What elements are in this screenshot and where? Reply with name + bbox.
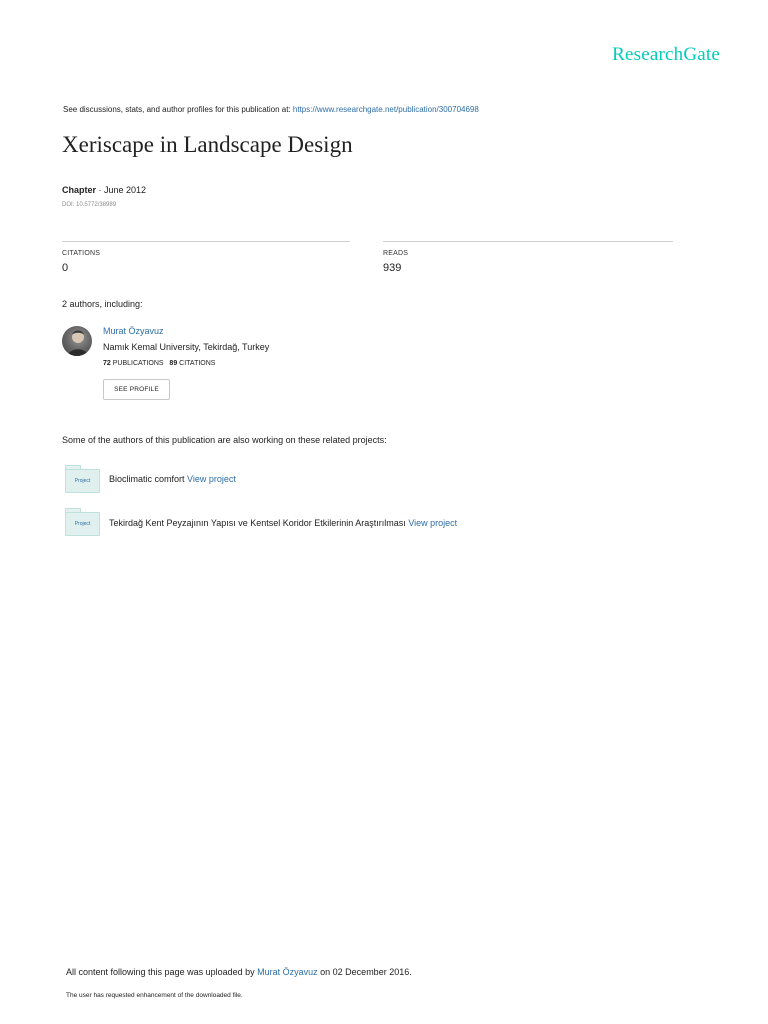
citations-label: CITATIONS — [62, 250, 101, 257]
reads-divider — [383, 241, 673, 242]
author-publications-count: 72 — [103, 360, 111, 367]
see-profile-button[interactable]: SEE PROFILE — [103, 379, 170, 400]
upload-note — [66, 967, 412, 977]
publication-doi: DOI: 10.5772/38989 — [62, 202, 117, 208]
project-title: Tekirdağ Kent Peyzajının Yapısı ve Kentsel Koridor Etkilerinin Araştırılması — [109, 518, 406, 528]
project-item — [109, 474, 236, 484]
project-item — [109, 518, 457, 528]
upload-suffix: on 02 December 2016. — [317, 967, 412, 977]
authors-heading: 2 authors, including: — [62, 299, 143, 309]
project-icon-label: Project — [65, 469, 100, 493]
project-title: Bioclimatic comfort — [109, 474, 185, 484]
citations-value: 0 — [62, 262, 69, 274]
related-projects-heading: Some of the authors of this publication are also working on these related projects: — [62, 435, 387, 445]
discussion-text: See discussions, stats, and author profiles for this publication at: — [63, 105, 293, 114]
enhancement-note: The user has requested enhancement of the downloaded file. — [66, 992, 243, 999]
publication-title: Xeriscape in Landscape Design — [62, 132, 353, 157]
author-citations-label: CITATIONS — [177, 360, 216, 367]
author-name-link[interactable]: Murat Özyavuz — [103, 326, 164, 336]
project-icon-label: Project — [65, 512, 100, 536]
researchgate-logo[interactable]: ResearchGate — [612, 44, 720, 65]
discussion-line — [63, 105, 479, 114]
author-affiliation: Namık Kemal University, Tekirdağ, Turkey — [103, 342, 270, 352]
project-folder-icon[interactable] — [65, 465, 99, 492]
reads-label: READS — [383, 250, 409, 257]
publication-date: · June 2012 — [96, 185, 147, 195]
upload-prefix: All content following this page was uploaded by — [66, 967, 258, 977]
project-folder-icon[interactable] — [65, 508, 99, 535]
author-avatar[interactable] — [62, 326, 92, 356]
avatar-silhouette-icon — [62, 326, 92, 356]
author-publications-label: PUBLICATIONS — [110, 360, 164, 367]
author-stats — [103, 360, 215, 367]
view-project-link[interactable]: View project — [408, 518, 458, 528]
reads-value: 939 — [383, 262, 402, 274]
publication-meta — [62, 185, 146, 195]
citations-divider — [62, 241, 350, 242]
uploader-link[interactable]: Murat Özyavuz — [257, 967, 318, 977]
author-citations-count: 89 — [169, 360, 178, 367]
view-project-link[interactable]: View project — [187, 474, 236, 484]
publication-url-link[interactable]: https://www.researchgate.net/publication/300704698 — [292, 105, 479, 114]
publication-type: Chapter — [62, 185, 97, 195]
